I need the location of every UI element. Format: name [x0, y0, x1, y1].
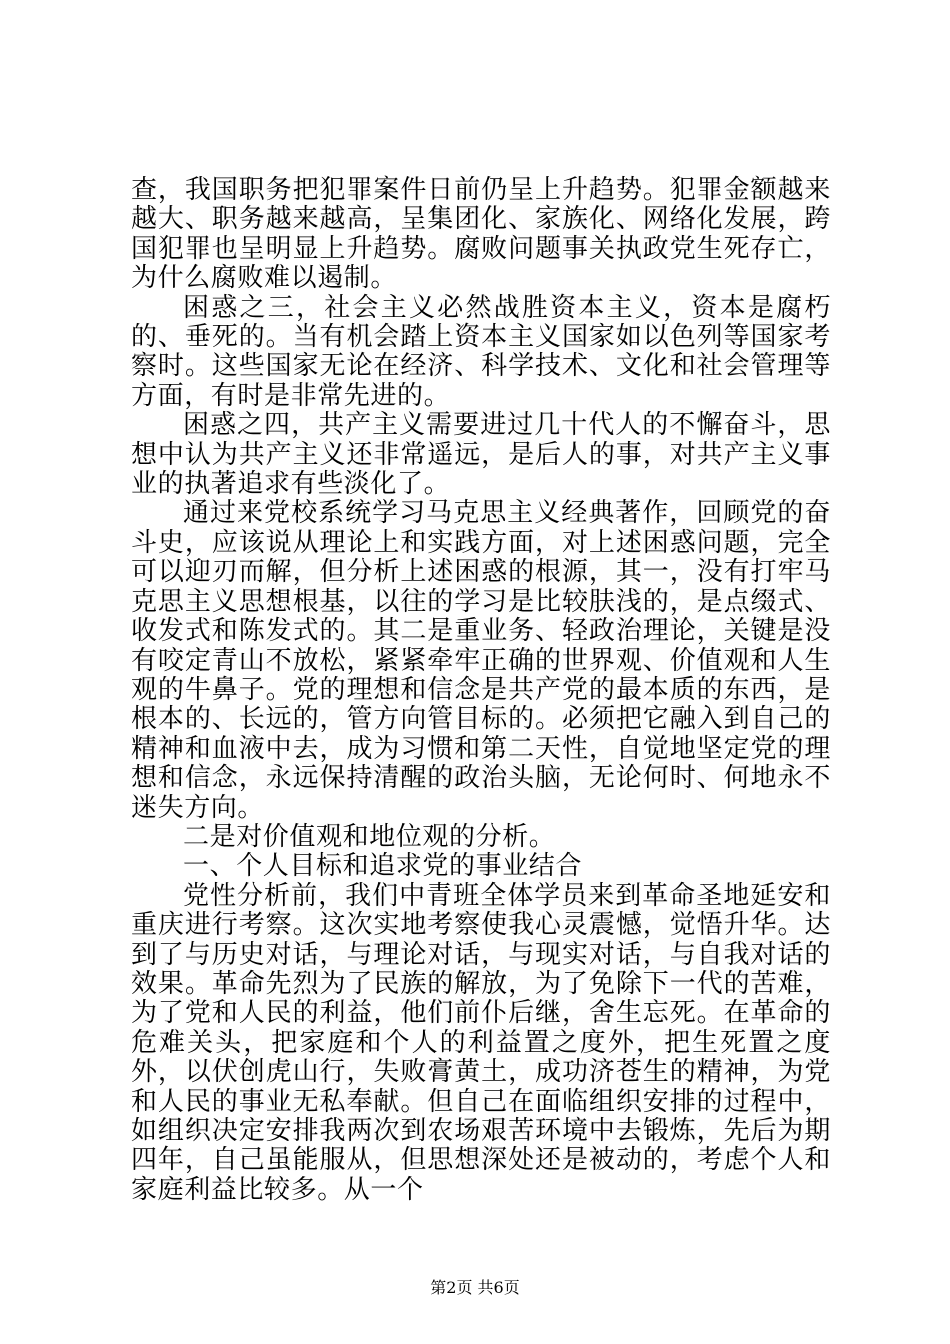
section-heading-2: 二是对价值观和地位观的分析。	[183, 821, 556, 852]
paragraph-2: 困惑之三，社会主义必然战胜资本主义，资本是腐朽的、垂死的。当有机会踏上资本主义国家如以色列等国家考察时。这些国家无论在经济、科学技术、文化和社会管理等方面，有时是非常先进的。	[131, 292, 831, 411]
paragraph-3: 困惑之四，共产主义需要进过几十代人的不懈奋斗，思想中认为共产主义还非常遥远，是后人的事，对共产主义事业的执著追求有些淡化了。	[131, 410, 831, 500]
paragraph-5: 党性分析前，我们中青班全体学员来到革命圣地延安和重庆进行考察。这次实地考察使我心灵震憾，觉悟升华。达到了与历史对话，与理论对话，与现实对话，与自我对话的效果。革命先烈为了民族的解放，为了免除下一代的苦难，为了党和人民的利益，他们前仆后继，舍生忘死。在革命的危难关头，把家庭和个人的利益置之度外，把生死置之度外，以伏创虎山行，失败膏黄土，成功济苍生的精神，为党和人民的事业无私奉献。但自己在面临组织安排的过程中，如组织决定安排我两次到农场艰苦环境中去锻炼，先后为期四年，自己虽能服从，但思想深处还是被动的，考虑个人和家庭利益比较多。从一个	[131, 880, 831, 1205]
document-body	[131, 176, 831, 1205]
paragraph-1: 查，我国职务把犯罪案件日前仍呈上升趋势。犯罪金额越来越大、职务越来越高，呈集团化、家族化、网络化发展，跨国犯罪也呈明显上升趋势。腐败问题事关执政党生死存亡，为什么腐败难以遏制。	[131, 175, 831, 294]
page-footer: 第2页 共6页	[430, 1278, 520, 1297]
paragraph-4: 通过来党校系统学习马克思主义经典著作，回顾党的奋斗史，应该说从理论上和实践方面，对上述困惑问题，完全可以迎刃而解，但分析上述困惑的根源，其一，没有打牢马克思主义思想根基，以往的学习是比较肤浅的，是点缀式、收发式和陈发式的。其二是重业务、轻政治理论，关键是没有咬定青山不放松，紧紧牵牢正确的世界观、价值观和人生观的牛鼻子。党的理想和信念是共产党的最本质的东西，是根本的、长远的，管方向管目标的。必须把它融入到自己的精神和血液中去，成为习惯和第二天性，自觉地坚定党的理想和信念，永远保持清醒的政治头脑，无论何时、何地永不迷失方向。	[131, 498, 831, 823]
subsection-heading-1: 一、个人目标和追求党的事业结合	[183, 851, 583, 882]
